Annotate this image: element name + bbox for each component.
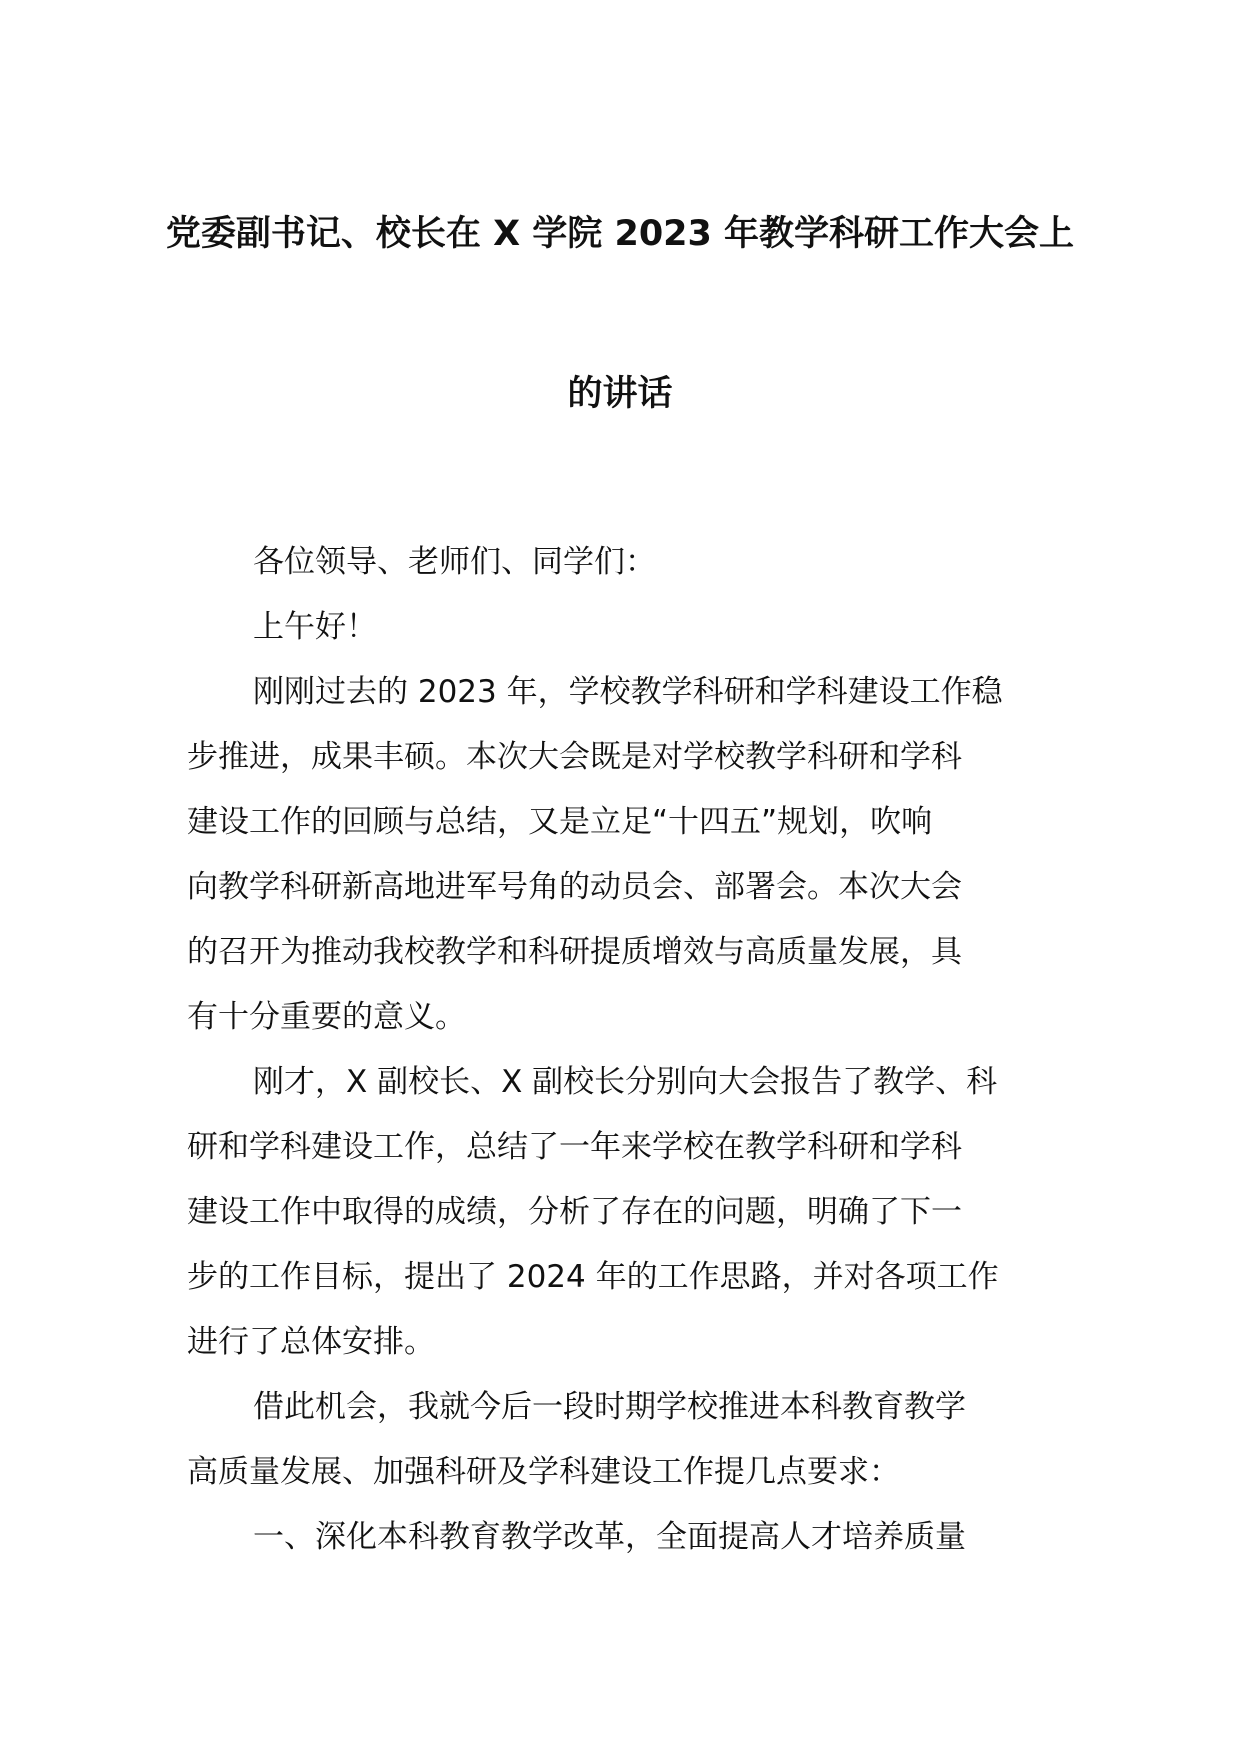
speech-body <box>187 530 1057 1570</box>
paragraph-2-line: 进行了总体安排。 <box>187 1324 435 1360</box>
salutation: 各位领导、老师们、同学们： <box>253 544 656 580</box>
greeting: 上午好！ <box>253 609 377 645</box>
paragraph-1-line: 的召开为推动我校教学和科研提质增效与高质量发展，具 <box>187 934 962 970</box>
section-heading-1: 一、深化本科教育教学改革，全面提高人才培养质量 <box>253 1519 966 1555</box>
paragraph-2-line: 建设工作中取得的成绩，分析了存在的问题，明确了下一 <box>187 1194 962 1230</box>
paragraph-2-line: 步的工作目标，提出了 2024 年的工作思路，并对各项工作 <box>187 1259 999 1295</box>
paragraph-1-line: 有十分重要的意义。 <box>187 999 466 1035</box>
paragraph-1-line: 建设工作的回顾与总结，又是立足“十四五”规划，吹响 <box>187 804 933 840</box>
paragraph-1-line: 向教学科研新高地进军号角的动员会、部署会。本次大会 <box>187 869 962 905</box>
paragraph-2-line: 刚才，X 副校长、X 副校长分别向大会报告了教学、科 <box>253 1064 998 1100</box>
document-title-line-1: 党委副书记、校长在 X 学院 2023 年教学科研工作大会上 <box>165 214 1075 254</box>
document-title-line-2: 的讲话 <box>567 374 673 414</box>
paragraph-1-line: 刚刚过去的 2023 年，学校教学科研和学科建设工作稳 <box>253 674 1003 710</box>
paragraph-1-line: 步推进，成果丰硕。本次大会既是对学校教学科研和学科 <box>187 739 962 775</box>
paragraph-2-line: 研和学科建设工作，总结了一年来学校在教学科研和学科 <box>187 1129 962 1165</box>
paragraph-3-line: 借此机会，我就今后一段时期学校推进本科教育教学 <box>253 1389 966 1425</box>
paragraph-3-line: 高质量发展、加强科研及学科建设工作提几点要求： <box>187 1454 900 1490</box>
